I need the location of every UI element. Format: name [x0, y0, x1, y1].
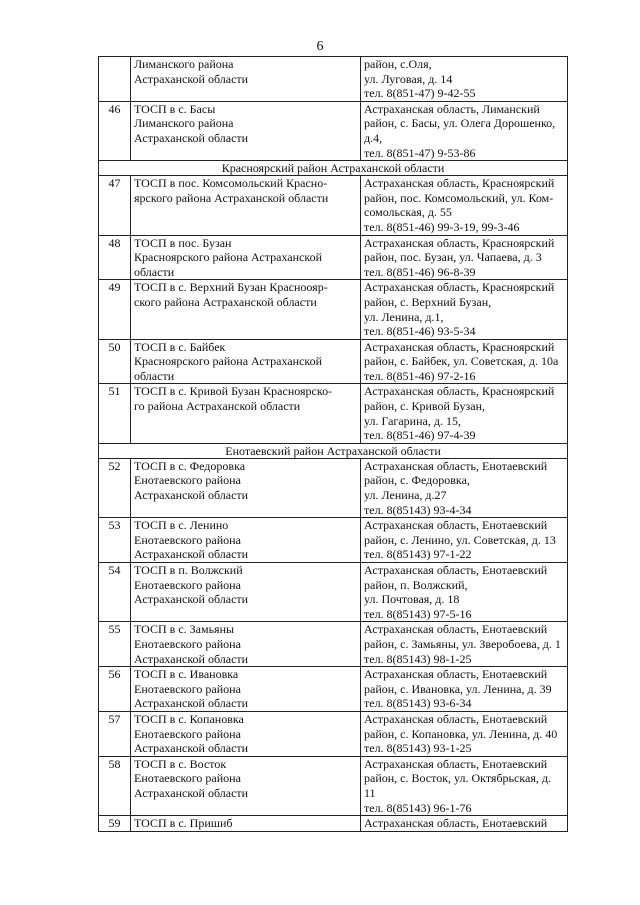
office-address: Астраханская область, Красноярский район, с. Байбек, ул. Советская, д. 10а тел. 8(851-46) 97-2-16	[361, 339, 568, 384]
office-name: ТОСП в пос. Комсомольский Красно- ярского района Астраханской области	[131, 176, 361, 235]
office-address: Астраханская область, Енотаевский район, с. Федоровка, ул. Ленина, д.27 тел. 8(85143) 93-4-34	[361, 458, 568, 517]
office-name: ТОСП в с. Ленино Енотаевского района Астраханской области	[131, 518, 361, 563]
offices-table	[98, 56, 568, 832]
office-name: ТОСП в с. Пришиб	[131, 816, 361, 832]
office-address: Астраханская область, Енотаевский район, с. Ленино, ул. Советская, д. 13 тел. 8(85143) 97-1-22	[361, 518, 568, 563]
row-number: 53	[99, 518, 131, 563]
office-address: Астраханская область, Енотаевский район, п. Волжский, ул. Почтовая, д. 18 тел. 8(85143) 97-5-16	[361, 563, 568, 622]
office-name: ТОСП в п. Волжский Енотаевского района Астраханской области	[131, 563, 361, 622]
office-address: район, с.Оля, ул. Луговая, д. 14 тел. 8(851-47) 9-42-55	[361, 57, 568, 102]
office-name: ТОСП в пос. Бузан Красноярского района Астраханской области	[131, 235, 361, 280]
row-number: 46	[99, 101, 131, 160]
row-number: 49	[99, 280, 131, 339]
row-number: 48	[99, 235, 131, 280]
row-number: 56	[99, 667, 131, 712]
section-title: Красноярский район Астраханской области	[99, 161, 568, 176]
page-number: 6	[316, 39, 324, 54]
office-address: Астраханская область, Енотаевский район, с. Копановка, ул. Ленина, д. 40 тел. 8(85143) 93-1-25	[361, 711, 568, 756]
office-address: Астраханская область, Енотаевский район, с. Восток, ул. Октябрьская, д. 11 тел. 8(85143) 96-1-76	[361, 756, 568, 815]
table-row	[99, 667, 568, 712]
section-header-row	[99, 161, 568, 176]
table-row	[99, 756, 568, 815]
office-name: ТОСП в с. Кривой Бузан Красноярско- го района Астраханской области	[131, 384, 361, 443]
row-number: 55	[99, 622, 131, 667]
office-name: ТОСП в с. Восток Енотаевского района Астраханской области	[131, 756, 361, 815]
office-address: Астраханская область, Енотаевский	[361, 816, 568, 832]
row-number: 58	[99, 756, 131, 815]
office-address: Астраханская область, Красноярский район, с. Кривой Бузан, ул. Гагарина, д. 15, тел. 8(851-46) 97-4-39	[361, 384, 568, 443]
table-row	[99, 176, 568, 235]
row-number: 57	[99, 711, 131, 756]
office-name: ТОСП в с. Байбек Красноярского района Астраханской области	[131, 339, 361, 384]
office-address: Астраханская область, Красноярский район, пос. Комсомольский, ул. Ком- сомольская, д. 55 тел. 8(851-46) 99-3-19, 99-3-46	[361, 176, 568, 235]
row-number: 51	[99, 384, 131, 443]
table-row	[99, 280, 568, 339]
office-address: Астраханская область, Енотаевский район, с. Замьяны, ул. Зверобоева, д. 1 тел. 8(85143) 98-1-25	[361, 622, 568, 667]
office-name: Лиманского района Астраханской области	[131, 57, 361, 102]
row-number	[99, 57, 131, 102]
offices-table-body	[99, 57, 568, 832]
table-row	[99, 458, 568, 517]
row-number: 50	[99, 339, 131, 384]
table-row	[99, 518, 568, 563]
section-title: Енотаевский район Астраханской области	[99, 443, 568, 458]
office-name: ТОСП в с. Ивановка Енотаевского района Астраханской области	[131, 667, 361, 712]
row-number: 52	[99, 458, 131, 517]
office-address: Астраханская область, Енотаевский район, с. Ивановка, ул. Ленина, д. 39 тел. 8(85143) 93-6-34	[361, 667, 568, 712]
table-row	[99, 816, 568, 832]
office-name: ТОСП в с. Басы Лиманского района Астраханской области	[131, 101, 361, 160]
section-header-row	[99, 443, 568, 458]
row-number: 54	[99, 563, 131, 622]
row-number: 47	[99, 176, 131, 235]
row-number: 59	[99, 816, 131, 832]
office-name: ТОСП в с. Федоровка Енотаевского района Астраханской области	[131, 458, 361, 517]
office-address: Астраханская область, Красноярский район, с. Верхний Бузан, ул. Ленина, д.1, тел. 8(851-46) 93-5-34	[361, 280, 568, 339]
office-name: ТОСП в с. Замьяны Енотаевского района Астраханской области	[131, 622, 361, 667]
office-address: Астраханская область, Лиманский район, с. Басы, ул. Олега Дорошенко, д.4, тел. 8(851-47) 9-53-86	[361, 101, 568, 160]
table-row	[99, 563, 568, 622]
table-row	[99, 711, 568, 756]
table-row	[99, 57, 568, 102]
office-name: ТОСП в с. Верхний Бузан Красноояр- ского района Астраханской области	[131, 280, 361, 339]
table-row	[99, 384, 568, 443]
table-row	[99, 101, 568, 160]
table-row	[99, 339, 568, 384]
table-row	[99, 235, 568, 280]
office-address: Астраханская область, Красноярский район, пос. Бузан, ул. Чапаева, д. 3 тел. 8(851-46) 96-8-39	[361, 235, 568, 280]
office-name: ТОСП в с. Копановка Енотаевского района Астраханской области	[131, 711, 361, 756]
table-row	[99, 622, 568, 667]
